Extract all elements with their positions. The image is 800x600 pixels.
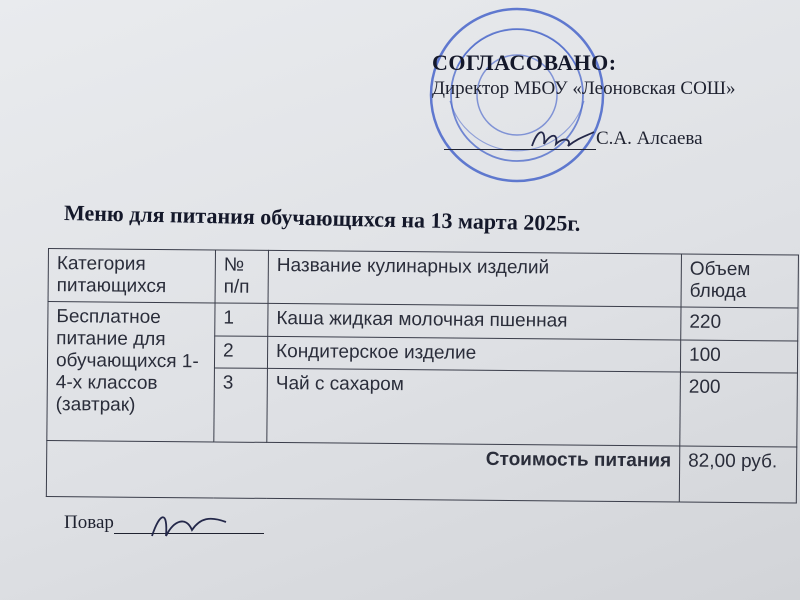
table-header-row (48, 249, 798, 309)
row-number: 2 (214, 335, 267, 368)
table-row (48, 302, 798, 341)
approval-signature-line (444, 128, 784, 150)
cook-signature (146, 506, 232, 546)
cook-label: Повар (64, 512, 114, 533)
cost-value: 82,00 руб. (679, 446, 796, 503)
approval-position: Директор МБОУ «Леоновская СОШ» (432, 78, 736, 99)
header-category: Категория питающихся (48, 249, 215, 303)
approval-block (432, 50, 792, 149)
header-volume: Объем блюда (681, 254, 798, 308)
cost-row (46, 440, 796, 503)
row-dish-name: Кондитерское изделие (267, 336, 680, 372)
row-dish-name: Каша жидкая молочная пшенная (268, 303, 681, 339)
row-volume: 220 (681, 307, 798, 341)
row-number: 1 (215, 303, 268, 336)
row-volume: 100 (680, 340, 797, 374)
approval-signer: С.А. Алсаева (596, 128, 703, 149)
document-title: Меню для питания обучающихся на 13 марта 2025г. (63, 200, 581, 236)
header-number: № п/п (215, 250, 268, 303)
row-number: 3 (214, 368, 268, 442)
header-name: Название кулинарных изделий (268, 250, 681, 307)
row-dish-name: Чай с сахаром (267, 368, 681, 446)
approval-title: СОГЛАСОВАНО: (432, 50, 617, 75)
director-signature (528, 122, 598, 156)
row-volume: 200 (680, 372, 798, 447)
cost-label: Стоимость питания (46, 440, 679, 502)
menu-table (46, 248, 799, 504)
category-cell: Бесплатное питание для обучающихся 1-4-х классов (завтрак) (47, 302, 215, 442)
